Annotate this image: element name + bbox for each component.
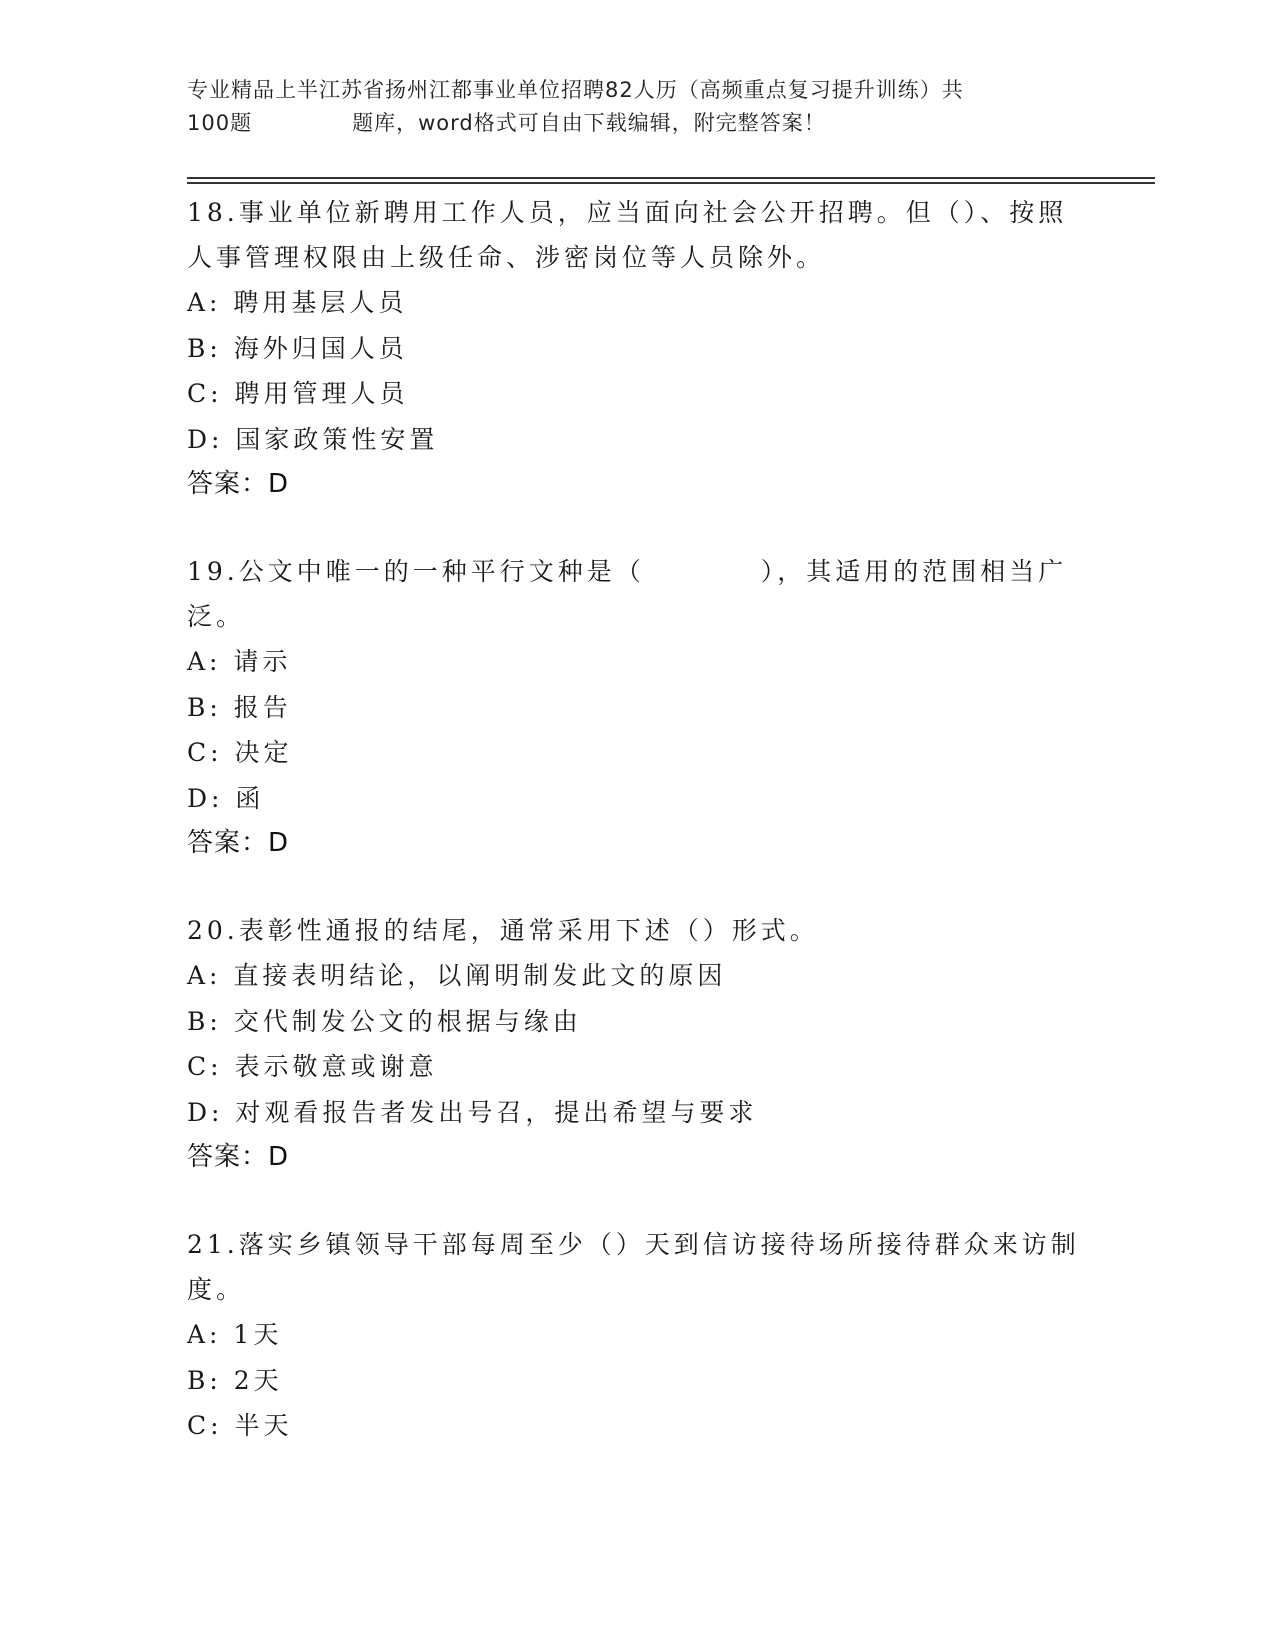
header-divider-top <box>187 177 1155 179</box>
option-a: A: 1天 <box>187 1320 283 1349</box>
header-title-line2: 题库，word格式可自由下载编辑，附完整答案！ <box>352 111 826 135</box>
option-b: B: 2天 <box>187 1365 283 1395</box>
answer-label: 答案：D <box>187 1142 290 1172</box>
option-b: B: 交代制发公文的根据与缘由 <box>187 1006 582 1036</box>
header-divider-bottom <box>187 182 1155 184</box>
option-c: C: 决定 <box>187 738 293 767</box>
question-item <box>187 908 1087 1180</box>
document-header <box>187 74 1077 140</box>
option-c: C: 表示敬意或谢意 <box>187 1052 438 1081</box>
option-a: A: 直接表明结论，以阐明制发此文的原因 <box>187 961 727 990</box>
question-stem: 18.事业单位新聘用工作人员，应当面向社会公开招聘。但（）、按照 <box>187 198 1068 227</box>
header-title-count: 100题 <box>187 111 253 135</box>
option-a: A: 聘用基层人员 <box>187 288 408 317</box>
question-stem: 泛。 <box>187 602 246 631</box>
option-d: D: 函 <box>187 783 265 813</box>
header-title-line1: 专业精品上半江苏省扬州江都事业单位招聘82人历（高频重点复习提升训练）共 <box>187 78 964 102</box>
answer-label: 答案：D <box>187 828 290 858</box>
question-item <box>187 549 1087 866</box>
option-a: A: 请示 <box>187 647 292 676</box>
option-b: B: 海外归国人员 <box>187 333 408 363</box>
option-d: D: 国家政策性安置 <box>187 424 439 454</box>
question-item <box>187 190 1087 507</box>
question-stem: 21.落实乡镇领导干部每周至少（）天到信访接待场所接待群众来访制 <box>187 1230 1080 1259</box>
option-c: C: 聘用管理人员 <box>187 379 409 408</box>
option-b: B: 报告 <box>187 692 292 722</box>
option-d: D: 对观看报告者发出号召，提出希望与要求 <box>187 1097 758 1127</box>
question-stem: 20.表彰性通报的结尾，通常采用下述（）形式。 <box>187 916 819 945</box>
option-c: C: 半天 <box>187 1411 293 1440</box>
question-list <box>187 190 1087 1449</box>
question-stem: 19.公文中唯一的一种平行文种是（ ），其适用的范围相当广 <box>187 557 1068 586</box>
answer-label: 答案：D <box>187 469 290 499</box>
question-stem: 度。 <box>187 1275 246 1304</box>
question-item <box>187 1222 1087 1449</box>
question-stem: 人事管理权限由上级任命、涉密岗位等人员除外。 <box>187 243 826 272</box>
